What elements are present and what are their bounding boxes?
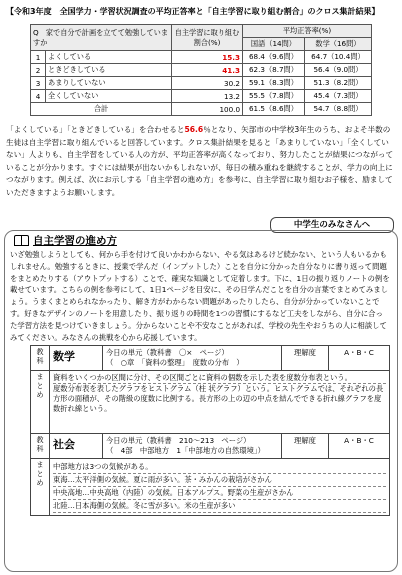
row-jp: 55.5（7.8問） (243, 90, 305, 103)
label-summary: まとめ (31, 459, 50, 516)
social-subject (50, 434, 103, 459)
guide-paragraph: いざ勉強しようとしても、何から手を付けて良いかわからない、やる気はあるけど続かない、という人もいるかもしれません。勉強するときに、授業で学んだ（インプットした）ことを自分に分かった自分なりに書り返って問題をまとめたりする（アウトプットする）ことで、確実な知識として定着します。下に、1日の振り返りノートの例を載せています。こちらの例を参考にして、1日1ページを目安に、その日学んだことを自分の言葉でまとめてみましょう。うまくまとめられなかったり、解き方がわからない問題があったりしたら、自分が分かっていないことです。好きなデザインのノートを用意したり、振り返りの時間を1つの習慣にするなど工夫をしながら、自分に合った学習方法を見つけていきましょう。分からないことや不安なことがあれば、学校の先生やおうちの人に相談してみてください。みなさんの挑戦を心から応援しています。 (10, 250, 390, 342)
row-label: あまりしていない (46, 77, 172, 90)
col-math: 数学（16問） (304, 38, 371, 51)
row-num: 2 (31, 64, 46, 77)
review-note-example (30, 345, 390, 516)
math-summary (50, 371, 390, 434)
summary-text-a: 「よくしている」「ときどきしている」を合わせると (6, 125, 185, 134)
summary-highlight: 56.6 (184, 125, 204, 134)
row-math: 51.3（8.2問） (304, 77, 371, 90)
social-summary (50, 459, 390, 516)
row-rate: 30.2 (172, 77, 243, 90)
col-avg: 平均正答率(%) (243, 25, 372, 38)
math-subject-text: 数学 (53, 350, 75, 363)
summary-paragraph (6, 124, 394, 199)
row-jp: 62.3（8.7問） (243, 64, 305, 77)
social-unit-text: 今日の単元（教科書 210～213 ページ） (106, 436, 251, 445)
math-line: 資料をいくつかの区間に分け、その区間ごとに資料の個数を示した表を度数分布表という。 (53, 373, 386, 384)
label-subject: 教科 (31, 346, 50, 371)
social-line: 中部地方は3つの気候がある。 (53, 461, 386, 474)
book-icon (14, 235, 29, 246)
table-row-total (31, 103, 372, 116)
table-row (31, 77, 372, 90)
row-num: 4 (31, 90, 46, 103)
survey-table (30, 24, 372, 116)
table-row (31, 64, 372, 77)
social-grades: A・B・C (329, 434, 390, 459)
row-label: 全くしていない (46, 90, 172, 103)
page-title: 【令和3年度 全国学力・学習状況調査の平均正答率と「自主学習に取り組む割合」のクロス集計結果】 (6, 7, 380, 16)
math-subject (50, 346, 103, 371)
math-unit-detail: （ ○章 「資料の整理」 度数の分布 ） (106, 358, 244, 367)
total-jp: 61.5（8.6問） (243, 103, 305, 116)
table-row (31, 51, 372, 64)
total-rate: 100.0 (172, 103, 243, 116)
label-subject: 教科 (31, 434, 50, 459)
row-jp: 68.4（9.6問） (243, 51, 305, 64)
section-title (14, 233, 117, 248)
label-summary: まとめ (31, 371, 50, 434)
row-num: 3 (31, 77, 46, 90)
math-line: 度数分布表を表したグラフをヒストグラム（柱 状グラフ）という。ヒストグラムでは、それぞれの長方形の面積が、その階級の度数に比例する。長方形の上の辺の中点を結んでできる折れ線グラフを度数折れ線という。 (53, 384, 384, 413)
row-jp: 59.1（8.3問） (243, 77, 305, 90)
row-label: ときどきしている (46, 64, 172, 77)
social-line: 東海…太平洋側の気候。夏に雨が多い。茶・みかんの栽培がさかん (53, 474, 386, 487)
total-math: 54.7（8.8問） (304, 103, 371, 116)
section-title-text: 自主学習の進め方 (33, 235, 117, 247)
row-num: 1 (31, 51, 46, 64)
row-rate: 41.3 (172, 64, 243, 77)
social-subject-text: 社会 (53, 438, 75, 451)
col-rate: 自主学習に取り組む割合(%) (172, 25, 243, 51)
row-rate: 13.2 (172, 90, 243, 103)
math-unit (103, 346, 282, 371)
math-unit-text: 今日の単元（教科書 〇× ページ） (106, 348, 229, 357)
row-math: 45.4（7.3問） (304, 90, 371, 103)
row-math: 64.7（10.4問） (304, 51, 371, 64)
math-understand-label: 理解度 (282, 346, 329, 371)
social-line: 中央高地…中央高地（内陸）の気候。日本アルプス。野菜の生産がさかん (53, 487, 386, 500)
total-label: 合計 (31, 103, 172, 116)
social-unit (103, 434, 282, 459)
social-line: 北陸…日本海側の気候。冬に雪が多い。米の生産が多い (53, 500, 386, 513)
summary-text-b: ％となり、矢部市の中学校3年生のうち、およそ半数の生徒は自主学習に取り組んでいると回答しています。クロス集計結果を見ると「あまりしていない」「全くしていない」人よりも、自主学習をしている人の方が、平均正答率が高くなっており、努力したことが結果につながっていることが分かります。すぐには結果が出ないかもしれないが、毎日の積み重ねを継続することが、学力の向上につながります。例えば、次にお示しする「自主学習の進め方」を参考に、自主学習に取り組むお子様を、励ましていただきますようお願いします。 (6, 125, 394, 197)
callout-students: 中学生のみなさんへ (270, 217, 394, 233)
math-grades: A・B・C (329, 346, 390, 371)
social-understand-label: 理解度 (282, 434, 329, 459)
row-label: よくしている (46, 51, 172, 64)
row-math: 56.4（9.0問） (304, 64, 371, 77)
col-japanese: 国語（14問） (243, 38, 305, 51)
table-row (31, 90, 372, 103)
col-question: Q 家で自分で計画を立てて勉強していますか (31, 25, 172, 51)
social-unit-detail: （ 4部 中部地方 1「中部地方の自然環境」） (106, 446, 265, 455)
row-rate: 15.3 (172, 51, 243, 64)
